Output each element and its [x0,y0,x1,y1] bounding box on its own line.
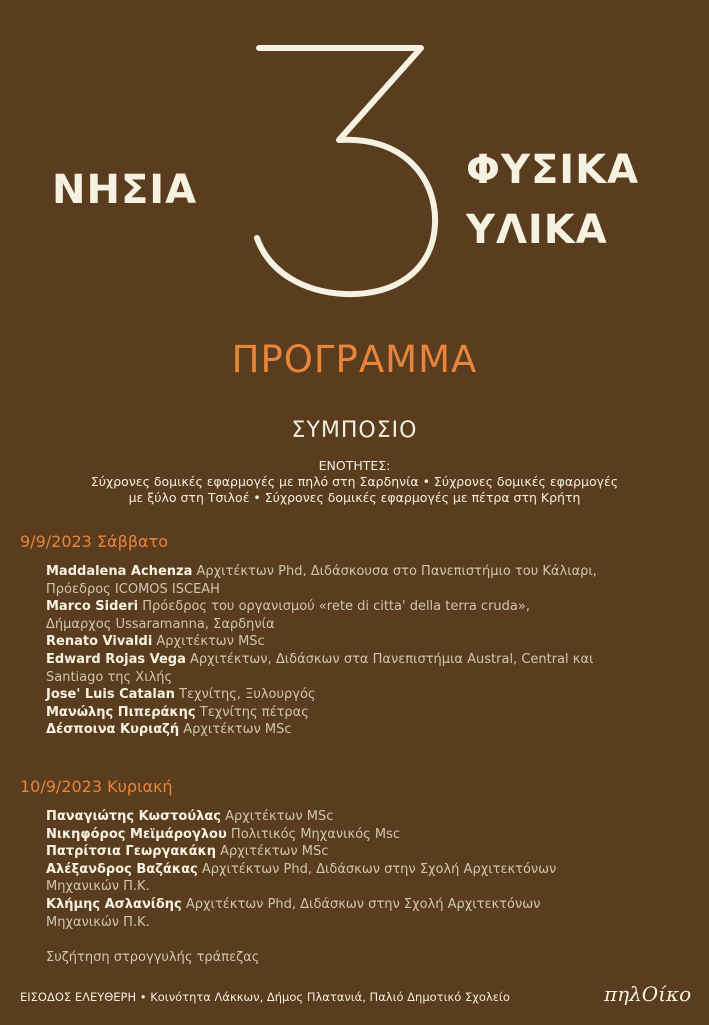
sections-line1: Σύχρονες δομικές εφαρμογές με πηλό στη Σαρδηνία • Σύχρονες δομικές εφαρμογές [90,474,619,489]
speaker-desc-cont: Santiago της Χιλής [46,669,173,685]
speaker-name: Αλέξανδρος Βαζάκας [46,861,198,877]
sections-label: ΕΝΟΤΗΤΕΣ: [318,458,391,473]
speaker-desc: Αρχιτέκτων, Διδάσκων στα Πανεπιστήμια Austral, Central και [185,651,594,667]
list-item [46,896,696,914]
speaker-desc-cont: Δήμαρχος Ussaramanna, Σαρδηνία [46,616,275,632]
speaker-name: Νικηφόρος Μεϊμάρογλου [46,826,227,842]
speaker-name: Maddalena Achenza [46,564,193,579]
list-item [46,826,696,844]
big-three-numeral [235,28,450,298]
speaker-desc: Τεχνίτης, Ξυλουργός [174,687,316,703]
speaker-name: Πατρίτσια Γεωργακάκη [46,844,216,860]
footer-text: ΕΙΣΟΔΟΣ ΕΛΕΥΘΕΡΗ • Κοινότητα Λάκκων, Δήμος Πλατανιά, Παλιό Δημοτικό Σχολείο [20,990,510,1004]
list-item [46,808,696,826]
speaker-name: Edward Rojas Vega [46,651,186,667]
speaker-name: Μανώλης Πιπεράκης [46,704,196,720]
day2-date: 10/9/2023 Κυριακή [20,777,173,796]
speaker-desc: Αρχιτέκτων MSc [220,809,334,824]
program-title: ΠΡΟΓΡΑΜΜΑ [231,338,478,381]
sections-line2: με ξύλο στη Τσιλοέ • Σύχρονες δομικές εφαρμογές με πέτρα στη Κρήτη [128,490,581,505]
list-item [46,686,696,704]
discussion-text: Συζήτηση στρογγυλής τράπεζας [46,950,260,965]
speaker-name: Jose' Luis Catalan [46,687,175,703]
speaker-desc: Αρχιτέκτων MSc [179,722,292,738]
speaker-name: Marco Sideri [46,599,139,615]
list-item [46,721,696,739]
day1-date: 9/9/2023 Σάββατο [20,532,168,551]
speaker-desc-cont: Μηχανικών Π.Κ. [46,879,150,895]
title-right-line2: ΥΛΙΚΑ [466,207,608,253]
list-item [46,563,696,581]
speaker-desc-cont: Πρόεδρος ICOMOS ISCEAH [46,581,220,597]
sections-block [0,458,709,506]
speaker-desc: Πρόεδρος του οργανισμού «rete di citta' della terra cruda», [138,599,530,615]
list-item [46,651,696,669]
day1-speaker-list [46,563,696,739]
speaker-name: Κλήμης Ασλανίδης [46,896,182,912]
speaker-desc: Αρχιτέκτων Phd, Διδάσκων στην Σχολή Αρχιτεκτόνων [181,896,541,912]
speaker-name: Δέσποινα Κυριαζή [46,722,180,738]
list-item [46,861,696,879]
list-item [46,598,696,616]
speaker-desc: Αρχιτέκτων Phd, Διδάσκων στην Σχολή Αρχιτεκτόνων [197,861,557,877]
list-item [46,633,696,651]
speaker-desc-cont: Μηχανικών Π.Κ. [46,914,150,930]
day2-speaker-list [46,808,696,931]
title-left: ΝΗΣΙΑ [52,167,198,213]
speaker-name: Renato Vivaldi [46,634,153,650]
speaker-desc: Αρχιτέκτων MSc [216,844,329,860]
speaker-name: Παναγιώτης Κωστούλας [46,809,221,824]
speaker-desc: Αρχιτέκτων Phd, Διδάσκουσα στο Πανεπιστήμιο του Κάλιαρι, [192,564,597,579]
speaker-desc: Πολιτικός Μηχανικός Msc [226,826,401,842]
title-right-line1: ΦΥΣΙΚΑ [466,147,640,193]
list-item [46,704,696,722]
speaker-desc: Αρχιτέκτων MSc [152,634,265,650]
speaker-desc: Τεχνίτης πέτρας [195,704,309,720]
symposium-title: ΣΥΜΠΟΣΙΟ [291,418,418,443]
logo: πηλΟίκο [604,982,692,1006]
list-item [46,843,696,861]
